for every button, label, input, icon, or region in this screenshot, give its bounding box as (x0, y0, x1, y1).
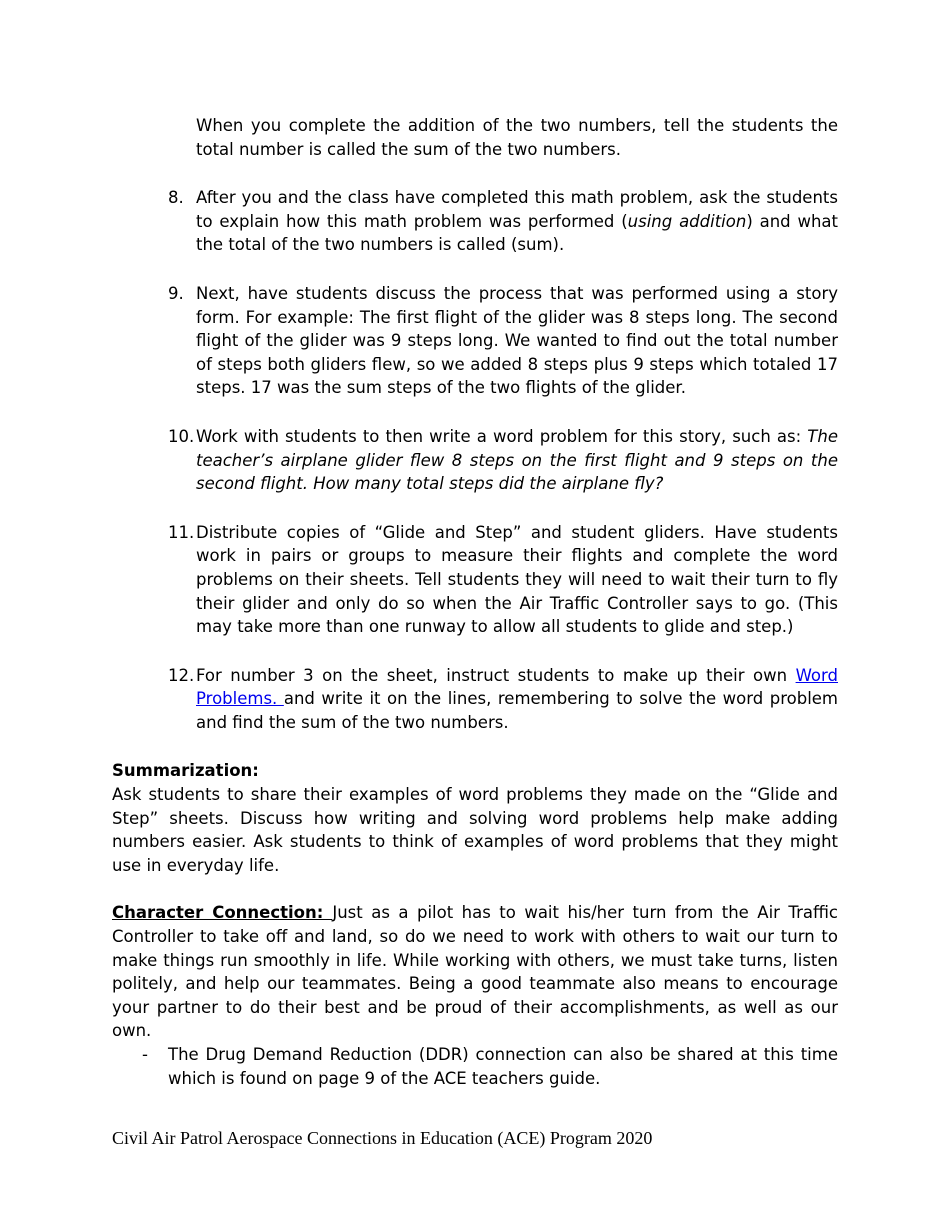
bullet-dash: - (142, 1045, 148, 1064)
step-number: 11. (168, 522, 195, 542)
step-item-12 (112, 664, 838, 735)
step-number: 12. (168, 665, 195, 685)
step-number: 9. (168, 283, 184, 303)
summarization-heading: Summarization: (112, 761, 259, 781)
ddr-bullet-text: The Drug Demand Reduction (DDR) connection can also be shared at this time which is found on page 9 of the ACE teachers guide. (168, 1045, 838, 1088)
example-word-problem: The teacher’s airplane glider flew 8 steps on the first flight and 9 steps on the second flight. How many total steps did the airplane fly? (196, 426, 838, 494)
step-item-11 (112, 521, 838, 639)
step-list (112, 186, 838, 734)
step-text: For number 3 on the sheet, instruct students to make up their own Word Problems. and write it on the lines, remembering to solve the word problem and find the sum of the two numbers. (196, 665, 839, 732)
step-text: After you and the class have completed this math problem, ask the students to explain how this math problem was performed (using addition) and what the total of the two numbers is called (sum). (196, 188, 838, 255)
document-body (112, 114, 838, 1090)
ddr-bullet-item (112, 1043, 838, 1090)
character-connection-text: Just as a pilot has to wait his/her turn from the Air Traffic Controller to take off and land, so do we need to work with others to wait our turn to make things run smoothly in life. While working with others, we must take turns, listen politely, and help our teammates. Being a good teammate also means to encourage your partner to do their best and be proud of their accomplishments, as well as our own. (112, 903, 838, 1041)
word-problems-link[interactable]: Word Problems. (196, 665, 838, 709)
step-text: Next, have students discuss the process that was performed using a story form. For example: The first flight of the glider was 8 steps long. The second flight of the glider was 9 steps long. We wanted to find out the total number of steps both gliders flew, so we added 8 steps plus 9 steps which totaled 17 steps. 17 was the sum steps of the two flights of the glider. (196, 283, 838, 398)
character-connection-label: Character Connection: (112, 903, 333, 923)
step-number: 8. (168, 188, 184, 208)
page-footer: Civil Air Patrol Aerospace Connections in Education (ACE) Program 2020 (112, 1128, 653, 1148)
step-text: Distribute copies of “Glide and Step” and student gliders. Have students work in pairs or groups to measure their flights and complete the word problems on their sheets. Tell students they will need to wait their turn to fly their glider and only do so when the Air Traffic Controller says to go. (This may take more than one runway to allow all students to glide and step.) (196, 522, 838, 637)
step-item-8 (112, 186, 838, 257)
emphasis-text: using addition (627, 211, 747, 231)
character-connection-paragraph (112, 901, 838, 1043)
step-text: Work with students to then write a word problem for this story, such as: The teacher’s airplane glider flew 8 steps on the first flight and 9 steps on the second flight. How many total steps did the airplane fly? (196, 426, 838, 494)
step-item-9 (112, 282, 838, 400)
step-number: 10. (168, 426, 195, 446)
step-item-10 (112, 425, 838, 496)
intro-paragraph: When you complete the addition of the two numbers, tell the students the total number is called the sum of the two numbers. (196, 116, 838, 159)
summarization-paragraph: Ask students to share their examples of word problems they made on the “Glide and Step” sheets. Discuss how writing and solving word problems help make adding numbers easier. Ask students to think of examples of word problems that they might use in everyday life. (112, 785, 838, 875)
